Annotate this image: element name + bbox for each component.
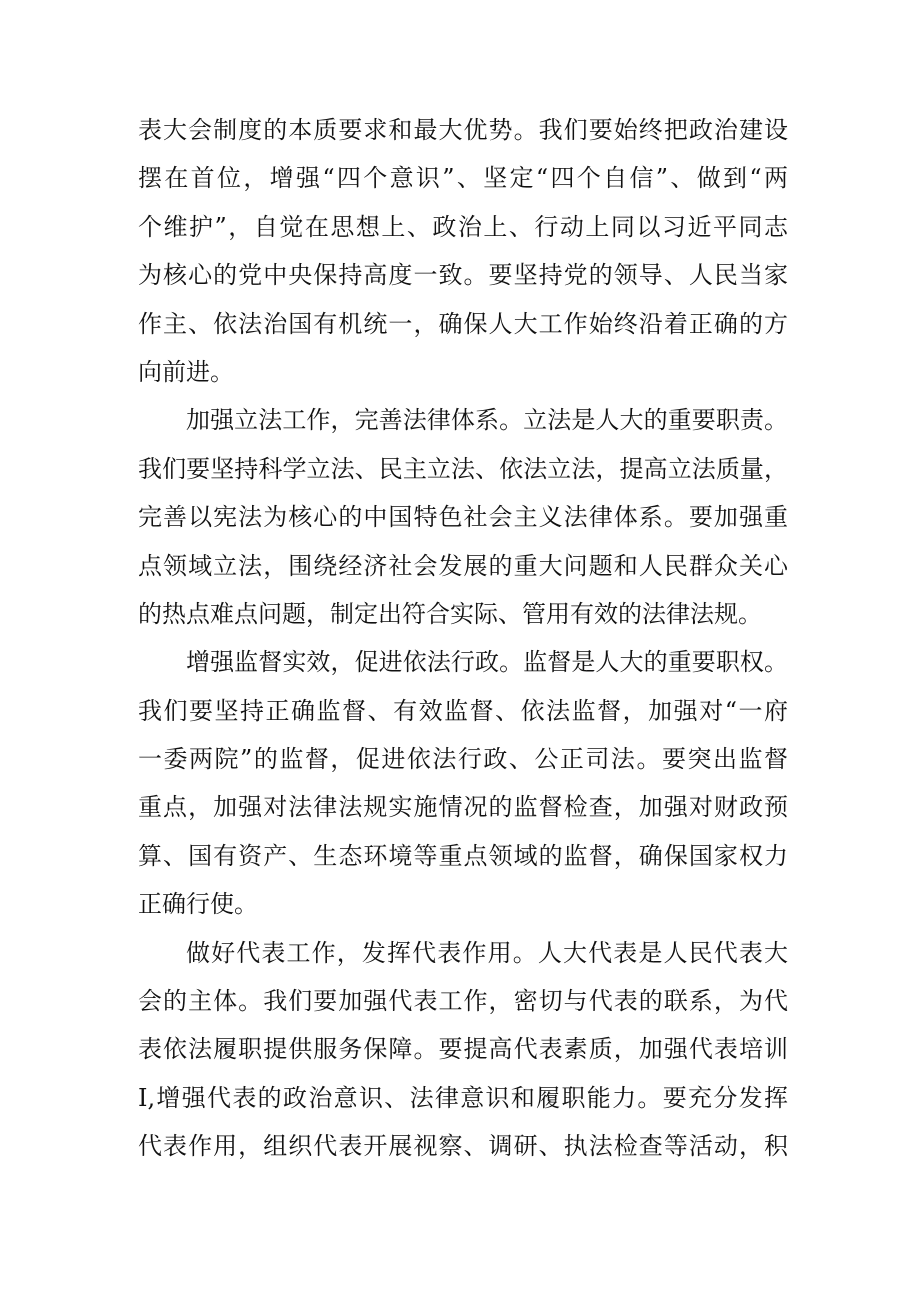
text-line: 个维护”，自觉在思想上、政治上、行动上同以习近平同志 [138, 212, 788, 241]
paragraph-start-line: 增强监督实效，促进依法行政。监督是人大的重要职权。 [186, 648, 788, 677]
text-line: 代表作用，组织代表开展视察、调研、执法检查等活动，积 [138, 1132, 788, 1161]
text-line: 正确行使。 [138, 890, 258, 919]
text-line: 表大会制度的本质要求和最大优势。我们要始终把政治建设 [138, 116, 788, 144]
document-body [138, 106, 788, 1171]
text-line: 为核心的党中央保持高度一致。要坚持党的领导、人民当家 [138, 261, 788, 290]
text-line: 我们要坚持科学立法、民主立法、依法立法，提高立法质量， [138, 454, 788, 483]
text-line: 摆在首位，增强“四个意识”、坚定“四个自信”、做到“两 [138, 164, 788, 193]
text-line: 我们要坚持正确监督、有效监督、依法监督，加强对“一府 [138, 696, 788, 725]
text-line: 的热点难点问题，制定出符合实际、管用有效的法律法规。 [138, 599, 762, 628]
paragraph-start-line: 加强立法工作，完善法律体系。立法是人大的重要职责。 [186, 406, 788, 435]
text-line: 会的主体。我们要加强代表工作，密切与代表的联系，为代 [138, 987, 788, 1016]
text-line: 向前进。 [138, 357, 234, 386]
text-line: 一委两院”的监督，促进依法行政、公正司法。要突出监督 [138, 745, 788, 774]
text-line: I,增强代表的政治意识、法律意识和履职能力。要充分发挥 [138, 1083, 788, 1112]
text-line: 重点，加强对法律法规实施情况的监督检查，加强对财政预 [138, 793, 788, 822]
text-line: 表依法履职提供服务保障。要提高代表素质，加强代表培训 [138, 1035, 788, 1064]
text-line: 算、国有资产、生态环境等重点领域的监督，确保国家权力 [138, 841, 788, 870]
paragraph-start-line: 做好代表工作，发挥代表作用。人大代表是人民代表大 [186, 938, 788, 967]
text-line: 完善以宪法为核心的中国特色社会主义法律体系。要加强重 [138, 503, 788, 532]
text-line: 点领域立法，围绕经济社会发展的重大问题和人民群众关心 [138, 551, 788, 580]
text-line: 作主、依法治国有机统一，确保人大工作始终沿着正确的方 [138, 309, 788, 338]
